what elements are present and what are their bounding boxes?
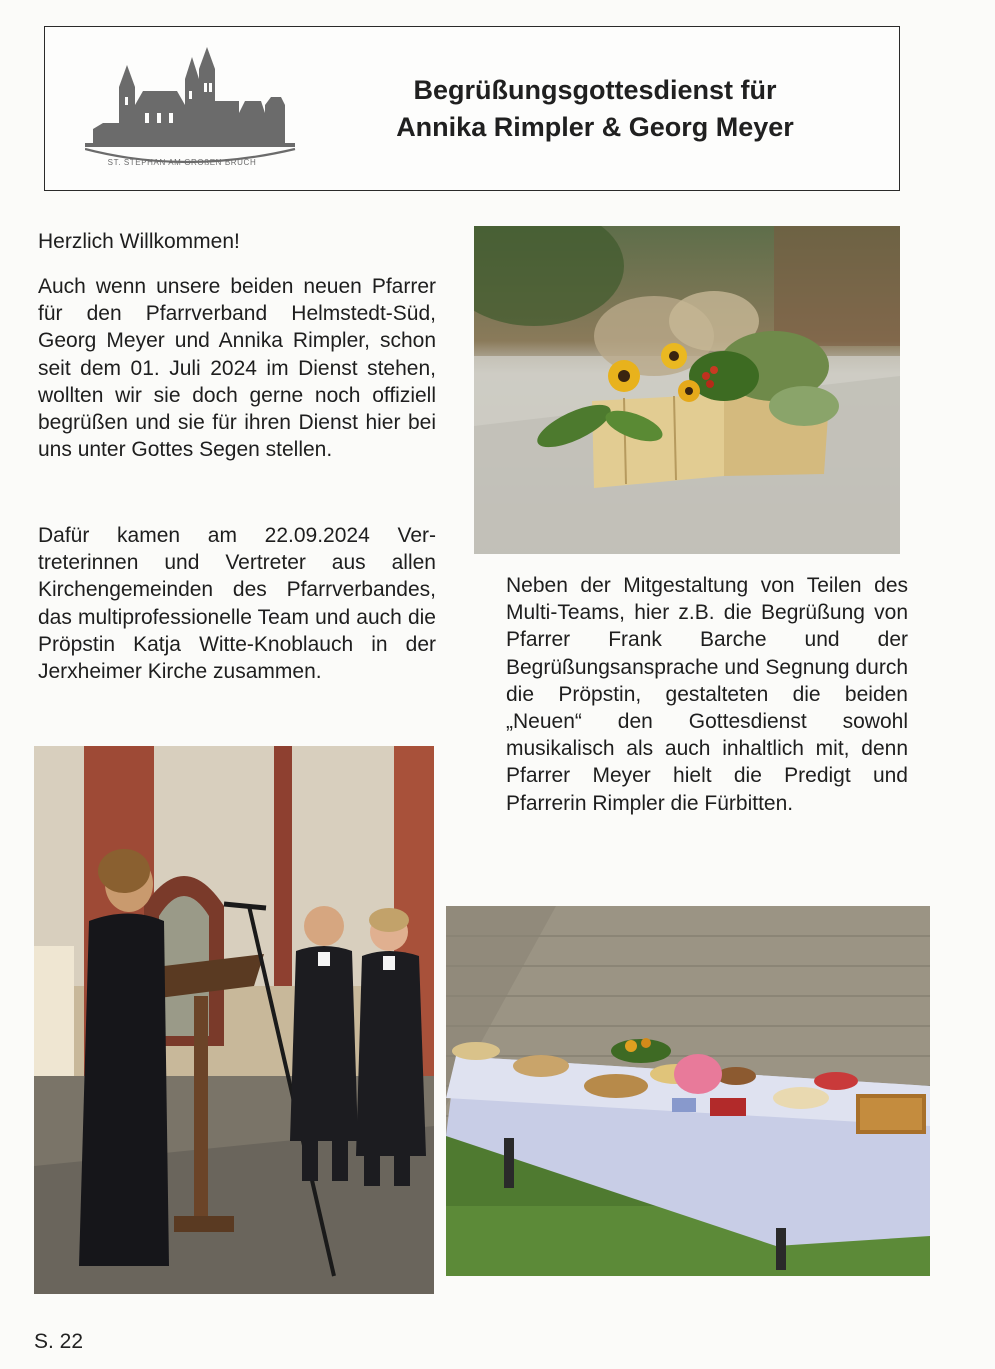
header-box bbox=[44, 26, 900, 191]
page-title bbox=[345, 72, 845, 146]
buffet-table-photo bbox=[446, 906, 930, 1276]
flower-arrangement-photo bbox=[474, 226, 900, 554]
paragraph-3-text: Neben der Mitgestaltung von Teilen des Multi-Teams, hier z.B. die Begrüßung von Pfarrer Frank Barche und der Begrüßungsansprache und Segnung durch die Pröpstin, gestalteten die beiden „Neuen“ den Gottesdienst sowohl musikalisch als auch inhaltlich mit, denn Pfarrer Meyer hielt die Predigt und Pfarrerin Rimpler die Fürbitten. bbox=[506, 574, 908, 815]
paragraph-2 bbox=[38, 522, 436, 685]
greeting-text: Herzlich Willkommen! bbox=[38, 230, 240, 253]
church-service-photo bbox=[34, 746, 434, 1294]
title-line-2: Annika Rimpler & Georg Meyer bbox=[396, 112, 794, 142]
paragraph-1-text: Auch wenn unsere beiden neuen Pfarrer für den Pfarrverband Helmstedt-Süd, Georg Meyer und Annika Rimpler, schon seit dem 01. Juli 2024 im Dienst stehen, wollten wir sie doch gerne noch offiziell begrüßen und sie für ihren Dienst hier bei uns unter Gottes Segen stellen. bbox=[38, 275, 436, 462]
paragraph-1 bbox=[38, 273, 436, 463]
church-logo-icon bbox=[85, 47, 315, 175]
paragraph-3 bbox=[506, 572, 908, 817]
page-number: S. 22 bbox=[34, 1330, 84, 1353]
logo-text: ST. STEPHAN AM GROßEN BRUCH bbox=[107, 158, 257, 167]
greeting bbox=[38, 228, 438, 255]
parish-logo bbox=[85, 47, 315, 175]
paragraph-2-text: Dafür kamen am 22.09.2024 Vertreterinnen und Vertreter aus allen Kirchengemeinden des Pfarrverbandes, das multiprofessionelle Team und auch die Pröpstin Katja Witte-Knoblauch in der Jerxheimer Kirche zusammen. bbox=[38, 524, 436, 684]
title-line-1: Begrüßungsgottesdienst für bbox=[413, 75, 777, 105]
